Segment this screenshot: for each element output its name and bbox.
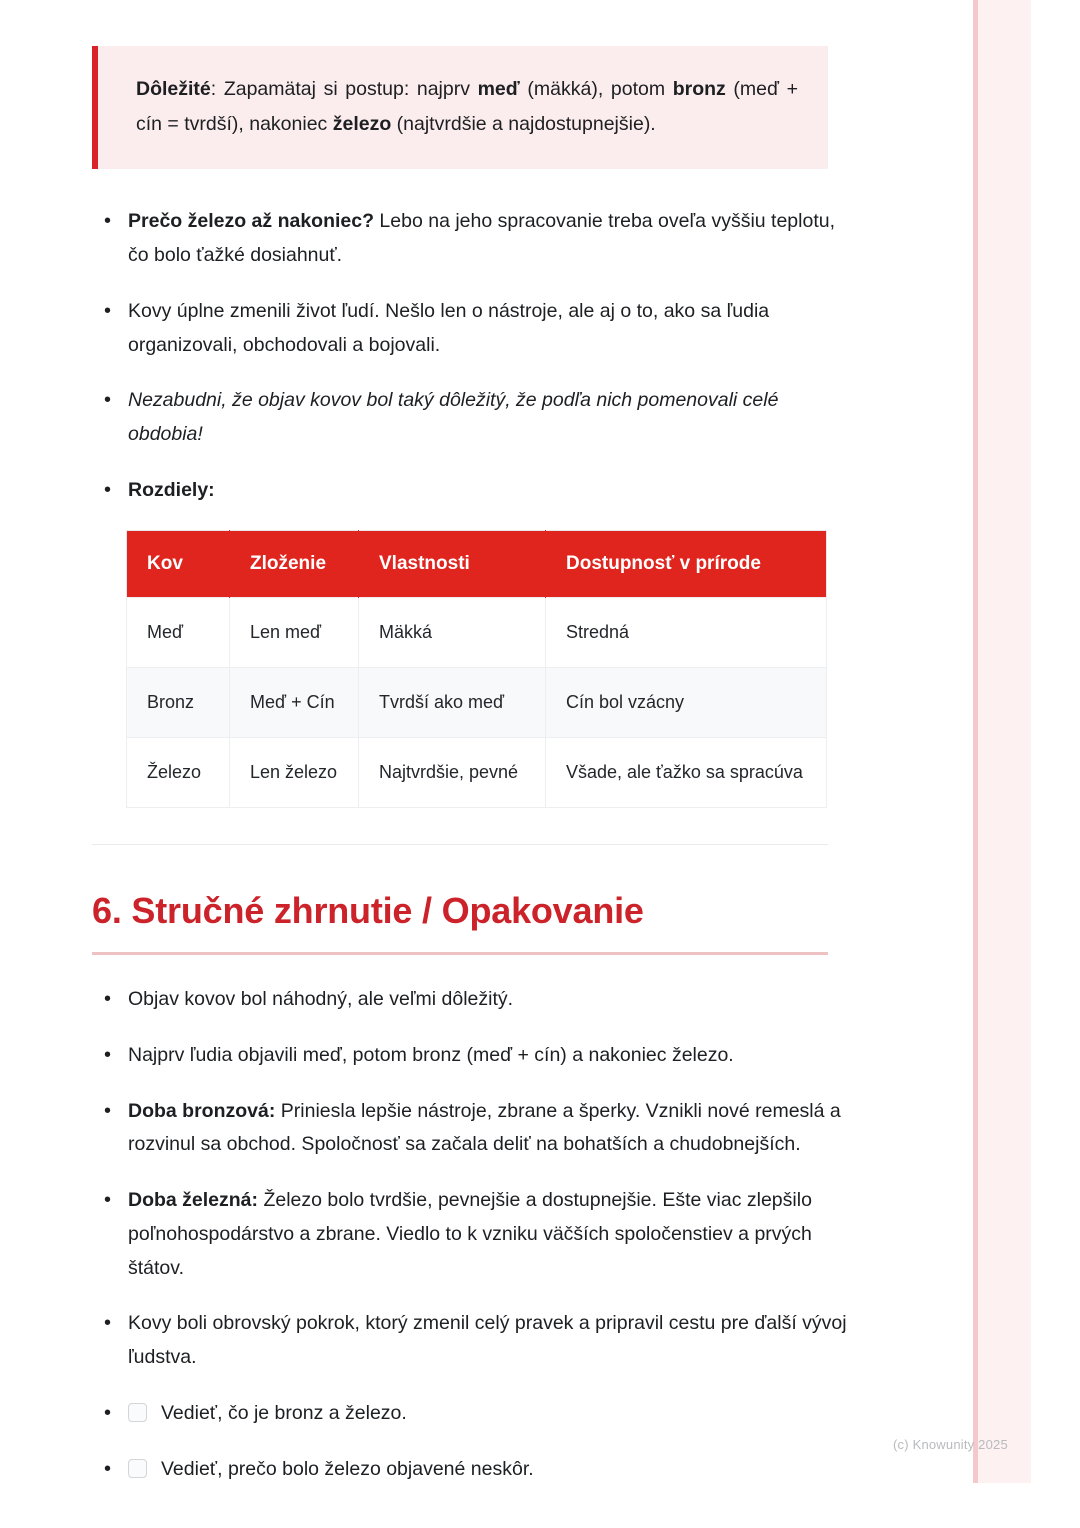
summary-4-body: Železo bolo tvrdšie, pevnejšie a dostupnejšie. Ešte viac zlepšilo poľnohospodárstvo a zbrane. Viedlo to k vzniku väčších spoločenstiev a prvých štátov. [128,1189,812,1279]
callout-bold-3: železo [332,112,392,135]
table-row [127,597,827,667]
bullet-1-body: Lebo na jeho spracovanie treba oveľa vyššiu teplotu, čo bolo ťažké dosiahnuť. [128,210,835,267]
section-divider [92,844,828,845]
heading-underline [92,952,828,955]
callout-text-1: Zapamätaj si postup: najprv [223,78,478,100]
table-cell: Cín bol vzácny [546,667,827,737]
table-cell: Všade, ale ťažko sa spracúva [546,737,827,807]
bullet-3-body: Nezabudni, že objav kovov bol taký dôležitý, že podľa nich pomenovali celé obdobia! [128,389,779,446]
watermark: (c) Knowunity 2025 [893,1437,1008,1452]
summary-bullet-section [92,983,852,1486]
table-header-cell: Zloženie [230,530,359,597]
list-item [92,1184,852,1285]
callout-text-3: (meď + cín = tvrdší), nakoniec [136,78,798,135]
table-header-cell: Kov [127,530,230,597]
checklist-item-label: Vedieť, prečo bolo železo objavené neskôr. [161,1457,534,1480]
table-cell: Meď [127,597,230,667]
bullet-4-body: Rozdiely: [128,478,215,501]
right-page-stripe [973,0,1031,1483]
table-head [127,530,827,597]
callout-text-4: (najtvrdšie a najdostupnejšie). [391,112,656,135]
list-item [92,1095,852,1162]
table-header-cell: Dostupnosť v prírode [546,530,827,597]
summary-5-body: Kovy boli obrovský pokrok, ktorý zmenil celý pravek a pripravil cestu pre ďalší vývoj ľudstva. [128,1312,847,1369]
table-header-row [127,530,827,597]
metals-comparison-table-wrapper [126,530,826,808]
page-title: 6. Stručné zhrnutie / Opakovanie [92,890,644,932]
table-cell: Stredná [546,597,827,667]
list-item [92,295,852,362]
summary-bullet-list [92,983,852,1486]
summary-2-body: Najprv ľudia objavili meď, potom bronz (meď + cín) a nakoniec železo. [128,1043,734,1066]
callout-label: Dôležité [136,78,211,100]
summary-1-body: Objav kovov bol náhodný, ale veľmi dôležitý. [128,988,514,1011]
summary-3-body: Priniesla lepšie nástroje, zbrane a šperky. Vznikli nové remeslá a rozvinul sa obchod. Spoločnosť sa začala deliť na bohatších a chudobnejších. [128,1099,841,1156]
right-page-stripe-rule [973,0,978,1483]
callout-separator: : [210,78,224,100]
list-item [92,205,852,272]
table-cell: Len železo [230,737,359,807]
checklist-item-label: Vedieť, čo je bronz a železo. [161,1401,407,1424]
list-item [92,983,852,1017]
table-row [127,737,827,807]
checklist-item[interactable] [92,1453,852,1487]
bullet-1-lead: Prečo železo až nakoniec? [128,210,375,233]
important-callout [92,46,828,169]
checklist-item[interactable] [92,1397,852,1431]
table-cell: Len meď [230,597,359,667]
table-header-cell: Vlastnosti [359,530,546,597]
table-body [127,597,827,807]
checkbox-icon[interactable] [128,1403,147,1422]
table-cell: Tvrdší ako meď [359,667,546,737]
callout-text [136,72,798,141]
table-cell: Meď + Cín [230,667,359,737]
metals-comparison-table [126,530,827,808]
bullet-2-body: Kovy úplne zmenili život ľudí. Nešlo len o nástroje, ale aj o to, ako sa ľudia organizovali, obchodovali a bojovali. [128,299,770,356]
checkbox-icon[interactable] [128,1459,147,1478]
list-item [92,1039,852,1073]
callout-bold-1: meď [477,78,520,100]
list-item [92,474,852,508]
callout-text-2: (mäkká), potom [519,78,673,100]
table-cell: Najtvrdšie, pevné [359,737,546,807]
table-cell: Mäkká [359,597,546,667]
top-bullet-list [92,205,852,507]
table-row [127,667,827,737]
table-cell: Bronz [127,667,230,737]
list-item [92,384,852,451]
table-cell: Železo [127,737,230,807]
summary-3-lead: Doba bronzová: [128,1099,276,1122]
list-item [92,1307,852,1374]
callout-bold-2: bronz [672,78,726,100]
summary-4-lead: Doba železná: [128,1189,259,1212]
top-bullet-section [92,205,852,507]
